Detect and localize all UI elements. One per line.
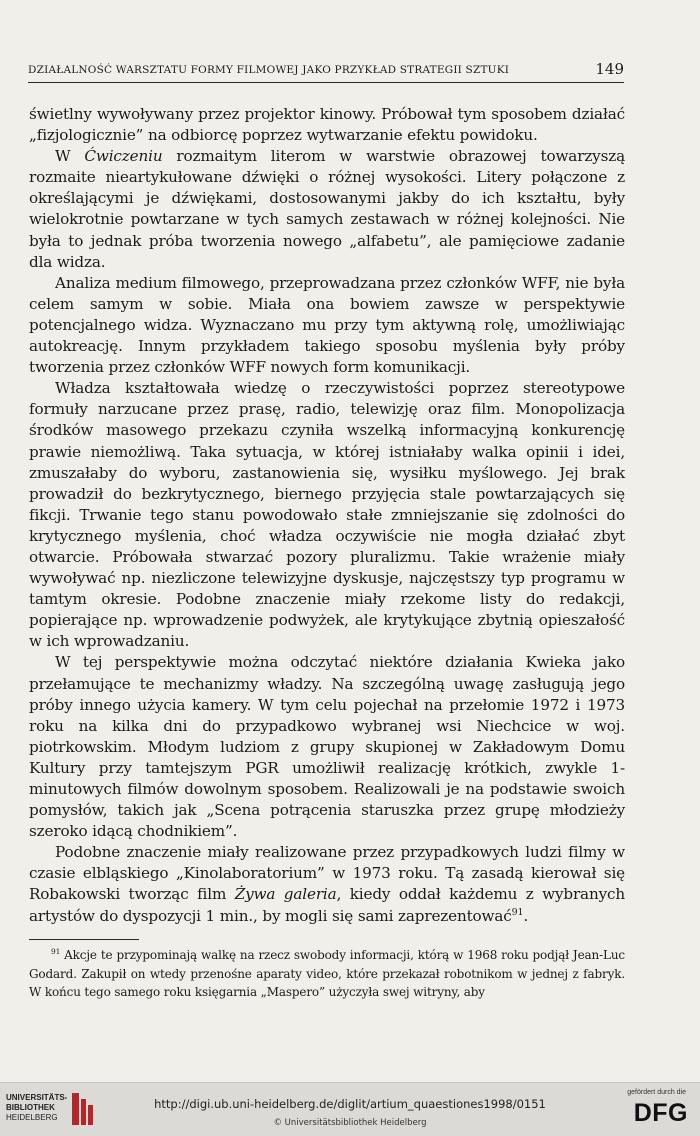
library-name-line: BIBLIOTHEK [6,1103,55,1112]
running-title: DZIAŁALNOŚĆ WARSZTATU FORMY FILMOWEJ JAKO PRZYKŁAD STRATEGII SZTUKI [28,64,510,76]
footer-bar [0,1082,700,1136]
permalink-url[interactable]: http://digi.ub.uni-heidelberg.de/diglit/artium_quaestiones1998/0151 [154,1097,546,1111]
header-rule [28,82,624,83]
paragraph: Władza kształtowała wiedzę o rzeczywistości poprzez stereotypowe formuły narzucane przez prasę, radio, telewizję oraz film. Monopolizacja środków masowego przekazu czyniła wszelką informacyjną konkurencję prawie niemożliwą. Taka sytuacja, w której istniałaby walka opinii i idei, zmuszałaby do wyboru, zastanowienia się, wysiłku myślowego. Jej brak prowadził do bezkrytycznego, biernego przyjęcia stale powtarzających się fikcji. Trwanie tego stanu powodowało stałe zmniejszanie się zdolności do krytycznego myślenia, choć władza oczywiście nie mogła działać zbyt otwarcie. Próbowała stwarzać pozory pluralizmu. Takie wrażenie miały wywoływać np. niezliczone telewizyjne dyskusje, najczęstszy typ programu w tamtym okresie. Podobne znaczenie miały rzekome listy do redakcji, popierające np. wprowadzenie podwyżek, ale krytykujące zbytnią opieszałość w ich wprowadzaniu. [29,379,625,651]
paragraph: Analiza medium filmowego, przeprowadzana przez członków WFF, nie była celem samym w sobie. Miała ona bowiem zawsze w perspektywie potencjalnego widza. Wyznaczano mu przy tym aktywną rolę, umożliwiając autokreację. Innym przykładem takiego sposobu myślenia były próby tworzenia przez członków WFF nowych form komunikacji. [29,273,625,377]
page-number: 149 [595,60,624,78]
running-head [28,60,624,82]
copyright-notice: © Universitätsbibliothek Heidelberg [273,1118,427,1128]
library-name-line: HEIDELBERG [6,1113,58,1122]
title-italic: Żywa galeria [234,885,337,904]
footnote-number: 91 [51,947,61,956]
footnote-rule [29,939,139,940]
footnote [29,946,625,1002]
funding-note: gefördert durch die [627,1089,686,1096]
library-name-line: UNIVERSITÄTS- [6,1093,68,1102]
footnote-ref[interactable]: 91 [511,906,524,918]
paragraph: W Ćwiczeniu rozmaitym literom w warstwie obrazowej towarzyszą rozmaite nieartykułowane dźwięki o różnej wysokości. Litery połączone z określającymi je dźwiękami, dostosowanymi jakby do ich kształtu, były wielokrotnie powtarzane w tych samych zestawach w różnej kolejności. Nie była to jednak próba tworzenia nowego „alfabetu”, ale pamięciowe zadanie dla widza. [29,147,625,271]
paragraph: świetlny wywoływany przez projektor kinowy. Próbował tym sposobem działać „fizjologicznie” na odbiorcę poprzez wytwarzanie efektu powidoku. [29,105,625,145]
dfg-logo[interactable]: DFG [633,1099,688,1127]
title-italic: Ćwiczeniu [84,147,163,166]
paragraph: W tej perspektywie można odczytać niektóre działania Kwieka jako przełamujące te mechanizmy władzy. Na szczególną uwagę zasługują jego próby innego użycia kamery. W tym celu pojechał na przełomie 1972 i 1973 roku na kilka dni do przypadkowo wybranej wsi Niechcice w woj. piotrkowskim. Młodym ludziom z grupy skupionej w Zakładowym Domu Kultury przy tamtejszym PGR umożliwił realizację krótkich, zwykle 1-minutowych filmów dowolnym sposobem. Realizowali je na podstawie swoich pomysłów, takich jak „Scena potrącenia staruszka przez grupę młodzieży szeroko idącą chodnikiem”. [29,653,625,841]
body-text [29,104,625,927]
footnote-text: Akcje te przypominają walkę na rzecz swobody informacji, którą w 1968 roku podjął Jean-Luc Godard. Zakupił on wtedy przenośne aparaty video, które przekazał robotnikom w jednej z fabryk. W końcu tego samego roku księgarnia „Maspero” użyczyła swej witryny, aby [29,948,625,999]
paragraph: Podobne znaczenie miały realizowane przez przypadkowych ludzi filmy w czasie elbląskiego „Kinolaboratorium” w 1973 roku. Tą zasadą kierował się Robakowski tworząc film Żywa galeria, kiedy oddał każdemu z wybranych artystów do dyspozycji 1 min., by mogli się sami zaprezentować$^{91}$. [29,843,626,925]
